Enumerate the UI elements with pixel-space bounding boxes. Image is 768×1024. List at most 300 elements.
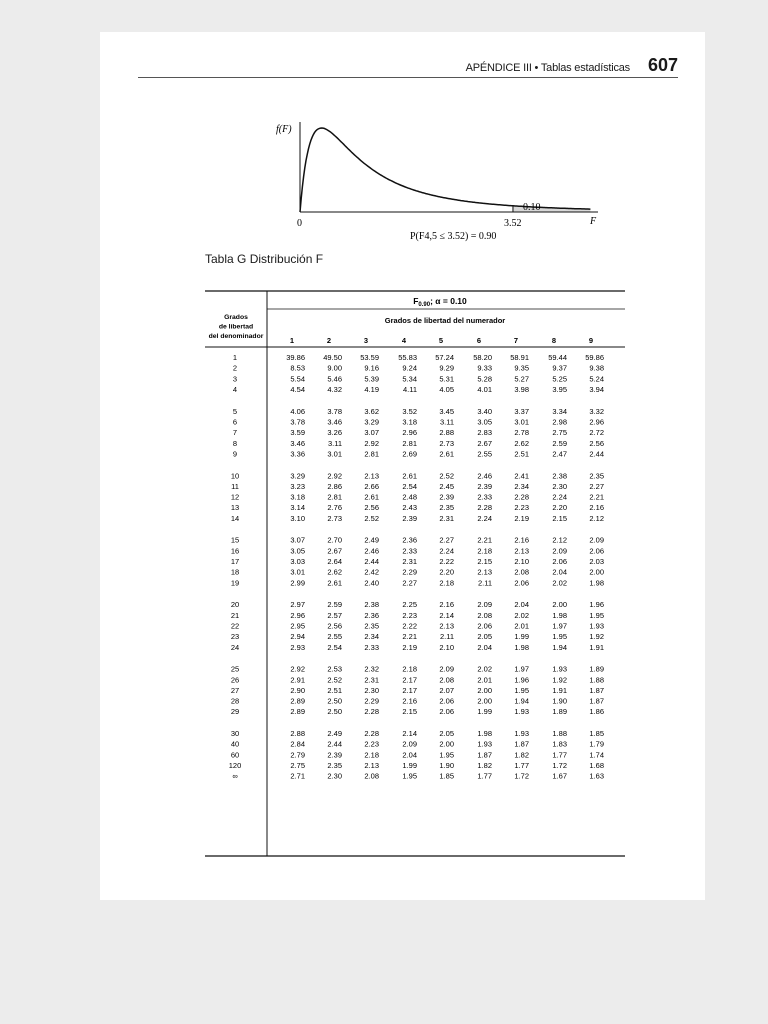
column-header: 5: [438, 336, 444, 345]
table-cell: 2.55: [477, 449, 492, 459]
row-label: 2: [232, 363, 238, 373]
table-cell: 1.92: [589, 632, 604, 642]
table-cell: 2.12: [589, 513, 604, 523]
table-cell: 2.49: [327, 729, 342, 739]
y-axis-label: f(F): [276, 124, 292, 135]
table-cell: 1.72: [514, 771, 529, 781]
numerator-header: Grados de libertad del numerador: [384, 316, 506, 325]
table-cell: 2.02: [552, 578, 567, 588]
table-cell: 2.09: [589, 535, 604, 545]
table-cell: 2.04: [402, 750, 417, 760]
table-cell: 5.31: [439, 374, 454, 384]
table-cell: 1.91: [589, 642, 604, 652]
table-cell: 2.50: [327, 696, 342, 706]
table-cell: 1.96: [589, 600, 604, 610]
table-cell: 1.82: [514, 750, 529, 760]
table-cell: 3.59: [290, 428, 305, 438]
table-cell: 3.23: [290, 481, 305, 491]
table-cell: 2.73: [327, 513, 342, 523]
column-header: 9: [588, 336, 594, 345]
table-cell: 2.91: [290, 675, 305, 685]
table-cell: 3.40: [477, 406, 492, 416]
table-cell: 2.39: [477, 481, 492, 491]
table-cell: 2.07: [439, 685, 454, 695]
table-cell: 1.93: [514, 707, 529, 717]
table-cell: 3.07: [364, 428, 379, 438]
row-label: 28: [230, 696, 240, 706]
table-cell: 1.94: [514, 696, 529, 706]
table-cell: 3.05: [290, 546, 305, 556]
table-cell: 3.46: [290, 438, 305, 448]
table-cell: 2.39: [402, 513, 417, 523]
table-cell: 2.28: [477, 503, 492, 513]
table-cell: 2.06: [439, 707, 454, 717]
table-cell: 4.54: [290, 384, 305, 394]
table-cell: 2.70: [327, 535, 342, 545]
table-header-top: $F_{0.90}$; α = 0.10: [413, 296, 467, 308]
table-cell: 2.43: [402, 503, 417, 513]
table-cell: 2.06: [514, 578, 529, 588]
table-cell: 2.33: [477, 492, 492, 502]
table-cell: 2.61: [402, 471, 417, 481]
table-cell: 1.89: [589, 664, 604, 674]
table-cell: 9.38: [589, 363, 604, 373]
table-cell: 2.24: [552, 492, 567, 502]
table-cell: 1.98: [477, 729, 492, 739]
table-cell: 2.39: [439, 492, 454, 502]
row-label: 40: [230, 739, 240, 749]
table-cell: 2.27: [439, 535, 454, 545]
f-distribution-figure: [268, 108, 608, 248]
table-cell: 4.05: [439, 384, 454, 394]
table-cell: 1.87: [477, 750, 492, 760]
table-cell: 1.99: [402, 761, 417, 770]
table-cell: 2.03: [589, 557, 604, 566]
table-cell: 2.29: [402, 567, 417, 577]
table-cell: 2.79: [290, 750, 305, 760]
table-cell: 3.78: [327, 406, 342, 416]
table-cell: 2.47: [552, 449, 567, 459]
table-cell: 2.34: [364, 632, 379, 642]
table-cell: 1.74: [589, 750, 604, 760]
table-cell: 2.14: [402, 729, 417, 739]
table-cell: 2.05: [439, 729, 454, 739]
origin-label: 0: [297, 218, 302, 229]
table-cell: 39.86: [286, 353, 305, 362]
table-cell: 3.94: [589, 384, 604, 394]
table-cell: 2.52: [364, 513, 379, 523]
row-label: 21: [230, 610, 240, 620]
table-cell: 1.98: [589, 578, 604, 588]
table-cell: 2.83: [477, 428, 492, 438]
table-cell: 2.09: [552, 546, 567, 556]
table-cell: 3.01: [327, 449, 342, 459]
page-number: 607: [647, 55, 678, 75]
table-cell: 2.94: [290, 632, 305, 642]
table-cell: 3.01: [514, 417, 529, 427]
table-cell: 2.53: [327, 664, 342, 674]
table-cell: 2.13: [364, 471, 379, 481]
table-cell: 2.08: [477, 610, 492, 620]
table-cell: 2.27: [402, 578, 417, 588]
table-cell: 5.54: [290, 374, 305, 384]
row-label: 24: [230, 642, 240, 652]
table-cell: 2.25: [402, 600, 417, 610]
table-cell: 3.03: [290, 557, 305, 566]
table-cell: 2.44: [364, 557, 379, 566]
table-cell: 5.24: [589, 374, 604, 384]
row-label: 25: [230, 664, 240, 674]
row-label: 16: [230, 546, 240, 556]
table-cell: 2.92: [290, 664, 305, 674]
table-cell: 1.90: [439, 761, 454, 770]
table-cell: 2.97: [290, 600, 305, 610]
table-cell: 49.50: [323, 353, 342, 362]
table-cell: 2.19: [402, 642, 417, 652]
x-axis-label: F: [590, 216, 597, 227]
table-cell: 2.01: [477, 675, 492, 685]
table-cell: 2.24: [477, 513, 492, 523]
table-cell: 1.72: [552, 761, 567, 770]
row-label: 60: [230, 750, 240, 760]
row-header-line: de libertad: [218, 323, 254, 331]
table-cell: 2.32: [364, 664, 379, 674]
table-cell: 5.34: [402, 374, 417, 384]
table-cell: 2.96: [589, 417, 604, 427]
table-cell: 3.32: [589, 406, 604, 416]
table-cell: 1.93: [589, 621, 604, 631]
table-cell: 2.61: [439, 449, 454, 459]
table-cell: 57.24: [435, 353, 454, 362]
table-cell: 2.71: [290, 771, 305, 781]
row-label: 5: [232, 406, 238, 416]
table-cell: 9.29: [439, 363, 454, 373]
table-cell: 1.99: [514, 632, 529, 642]
table-cell: 1.95: [589, 610, 604, 620]
table-cell: 2.44: [589, 449, 604, 459]
table-cell: 2.02: [514, 610, 529, 620]
table-cell: 1.77: [552, 750, 567, 760]
table-cell: 1.85: [439, 771, 454, 781]
table-cell: 2.13: [477, 567, 492, 577]
table-cell: 2.56: [327, 621, 342, 631]
table-cell: 2.46: [364, 546, 379, 556]
table-cell: 1.99: [477, 707, 492, 717]
table-cell: 2.00: [439, 739, 454, 749]
table-title: Tabla G Distribución F: [205, 252, 324, 266]
table-cell: 1.68: [589, 761, 604, 770]
table-cell: 2.08: [364, 771, 379, 781]
table-cell: 2.88: [290, 729, 305, 739]
table-cell: 2.89: [290, 707, 305, 717]
column-header: 6: [476, 336, 482, 345]
table-cell: 4.19: [364, 384, 379, 394]
table-cell: 2.16: [589, 503, 604, 513]
table-cell: 2.20: [552, 503, 567, 513]
row-label: 4: [232, 384, 238, 394]
table-cell: 3.07: [290, 535, 305, 545]
table-cell: 4.06: [290, 406, 305, 416]
table-cell: 59.86: [585, 353, 604, 362]
table-cell: 2.35: [327, 761, 342, 770]
table-cell: 3.18: [290, 492, 305, 502]
table-cell: 1.98: [552, 610, 567, 620]
table-cell: 2.33: [402, 546, 417, 556]
table-cell: 2.51: [327, 685, 342, 695]
f-distribution-plot: [268, 108, 608, 248]
table-cell: 55.83: [398, 353, 417, 362]
table-cell: 2.96: [402, 428, 417, 438]
table-cell: 2.52: [439, 471, 454, 481]
table-cell: 2.54: [402, 481, 417, 491]
table-cell: 2.75: [552, 428, 567, 438]
table-cell: 2.18: [439, 578, 454, 588]
table-cell: 2.46: [477, 471, 492, 481]
table-cell: 3.05: [477, 417, 492, 427]
table-cell: 53.59: [360, 353, 379, 362]
table-cell: 2.06: [477, 621, 492, 631]
table-cell: 58.91: [510, 353, 529, 362]
table-cell: 2.00: [477, 685, 492, 695]
table-cell: 1.77: [514, 761, 529, 770]
table-cell: 1.88: [552, 729, 567, 739]
table-cell: 2.42: [364, 567, 379, 577]
table-cell: 9.00: [327, 363, 342, 373]
table-cell: 1.97: [552, 621, 567, 631]
table-cell: 1.67: [552, 771, 567, 781]
table-cell: 3.01: [290, 567, 305, 577]
table-cell: 2.24: [439, 546, 454, 556]
table-cell: 2.34: [514, 481, 529, 491]
table-cell: 2.78: [514, 428, 529, 438]
table-cell: 2.23: [402, 610, 417, 620]
table-cell: 2.62: [327, 567, 342, 577]
row-label: 9: [232, 449, 238, 459]
table-cell: 2.21: [589, 492, 604, 502]
table-cell: 2.08: [514, 567, 529, 577]
table-cell: 2.36: [364, 610, 379, 620]
table-cell: 2.76: [327, 503, 342, 513]
table-cell: 2.59: [327, 600, 342, 610]
table-cell: 2.16: [514, 535, 529, 545]
row-label: 23: [230, 632, 240, 642]
table-cell: 3.18: [402, 417, 417, 427]
row-label: ∞: [232, 771, 238, 781]
table-cell: 2.09: [477, 600, 492, 610]
column-header: 7: [513, 336, 519, 345]
table-cell: 1.95: [439, 750, 454, 760]
table-cell: 2.08: [439, 675, 454, 685]
table-cell: 2.00: [552, 600, 567, 610]
row-label: 30: [230, 729, 240, 739]
table-cell: 2.93: [290, 642, 305, 652]
table-cell: 3.26: [327, 428, 342, 438]
table-cell: 2.45: [439, 481, 454, 491]
table-cell: 2.66: [364, 481, 379, 491]
table-cell: 2.29: [364, 696, 379, 706]
table-cell: 2.30: [552, 481, 567, 491]
table-cell: 2.22: [402, 621, 417, 631]
table-cell: 2.01: [514, 621, 529, 631]
table-cell: 1.93: [477, 739, 492, 749]
table-cell: 1.85: [589, 729, 604, 739]
table-cell: 2.04: [552, 567, 567, 577]
table-cell: 2.35: [439, 503, 454, 513]
table-cell: 2.00: [477, 696, 492, 706]
row-label: 3: [232, 374, 238, 384]
table-cell: 2.17: [402, 685, 417, 695]
table-cell: 2.56: [589, 438, 604, 448]
table-cell: 2.22: [439, 557, 454, 566]
table-cell: 1.88: [589, 675, 604, 685]
running-header: [138, 55, 678, 78]
row-label: 12: [230, 492, 240, 502]
table-cell: 1.87: [589, 685, 604, 695]
table-cell: 2.41: [514, 471, 529, 481]
row-label: 11: [231, 481, 239, 491]
table-cell: 3.45: [439, 406, 454, 416]
table-cell: 1.94: [552, 642, 567, 652]
table-cell: 2.11: [439, 632, 454, 642]
table-cell: 2.86: [327, 481, 342, 491]
row-label: 17: [230, 557, 240, 566]
table-cell: 2.92: [327, 471, 342, 481]
table-cell: 59.44: [548, 353, 567, 362]
table-cell: 1.92: [552, 675, 567, 685]
table-cell: 2.50: [327, 707, 342, 717]
table-cell: 1.83: [552, 739, 567, 749]
table-cell: 1.82: [477, 761, 492, 770]
table-cell: 2.75: [290, 761, 305, 770]
table-cell: 2.14: [439, 610, 454, 620]
table-cell: 2.18: [402, 664, 417, 674]
table-cell: 2.10: [439, 642, 454, 652]
table-cell: 2.38: [364, 600, 379, 610]
table-cell: 2.61: [364, 492, 379, 502]
row-label: 7: [232, 428, 238, 438]
row-label: 8: [232, 438, 238, 448]
table-cell: 1.93: [514, 729, 529, 739]
table-cell: 9.35: [514, 363, 529, 373]
table-cell: 2.95: [290, 621, 305, 631]
table-cell: 2.20: [439, 567, 454, 577]
table-cell: 2.15: [477, 557, 492, 566]
row-label: 10: [230, 471, 240, 481]
table-cell: 2.90: [290, 685, 305, 695]
row-label: 18: [230, 567, 240, 577]
table-cell: 9.24: [402, 363, 417, 373]
table-cell: 1.96: [514, 675, 529, 685]
table-cell: 2.15: [552, 513, 567, 523]
table-cell: 2.92: [364, 438, 379, 448]
critical-value-label: 3.52: [504, 218, 522, 229]
table-cell: 1.95: [402, 771, 417, 781]
table-cell: 4.11: [402, 384, 417, 394]
table-cell: 3.36: [290, 449, 305, 459]
table-cell: 3.95: [552, 384, 567, 394]
table-cell: 2.81: [402, 438, 417, 448]
row-label: 1: [232, 353, 238, 362]
table-cell: 2.21: [477, 535, 492, 545]
density-curve: [300, 128, 590, 212]
table-cell: 2.49: [364, 535, 379, 545]
table-cell: 2.67: [477, 438, 492, 448]
table-cell: 3.29: [290, 471, 305, 481]
table-cell: 1.95: [514, 685, 529, 695]
row-label: 27: [230, 685, 240, 695]
row-label: 14: [230, 513, 240, 523]
table-cell: 4.32: [327, 384, 342, 394]
row-header-line: del denominador: [208, 333, 264, 340]
table-cell: 2.27: [589, 481, 604, 491]
column-header: 8: [551, 336, 557, 345]
table-cell: 2.12: [552, 535, 567, 545]
column-header: 4: [401, 336, 407, 345]
row-label: 15: [230, 535, 240, 545]
table-cell: 1.77: [477, 771, 492, 781]
table-cell: 2.35: [364, 621, 379, 631]
row-label: 22: [230, 621, 240, 631]
table-cell: 2.73: [439, 438, 454, 448]
table-cell: 3.14: [290, 503, 305, 513]
table-cell: 2.36: [402, 535, 417, 545]
table-cell: 58.20: [473, 353, 492, 362]
row-label: 29: [230, 707, 240, 717]
table-cell: 2.31: [439, 513, 454, 523]
table-cell: 1.87: [589, 696, 604, 706]
table-cell: 2.57: [327, 610, 342, 620]
table-cell: 5.28: [477, 374, 492, 384]
row-label: 19: [230, 578, 240, 588]
table-cell: 8.53: [290, 363, 305, 373]
row-label: 6: [232, 417, 238, 427]
table-cell: 3.37: [514, 406, 529, 416]
f-distribution-table: [205, 290, 625, 857]
table-cell: 2.54: [327, 642, 342, 652]
table-cell: 9.33: [477, 363, 492, 373]
table-cell: 2.31: [364, 675, 379, 685]
figure-caption: P(F4,5 ≤ 3.52) = 0.90: [410, 231, 497, 242]
table-cell: 2.09: [402, 739, 417, 749]
table-cell: 1.95: [552, 632, 567, 642]
table-cell: 1.93: [552, 664, 567, 674]
table-cell: 1.63: [589, 771, 604, 781]
table-cell: 3.11: [327, 438, 342, 448]
table-cell: 2.23: [514, 503, 529, 513]
table-cell: 9.37: [552, 363, 567, 373]
table-cell: 2.23: [364, 739, 379, 749]
table-cell: 2.99: [290, 578, 305, 588]
table-cell: 2.10: [514, 557, 529, 566]
table-cell: 5.27: [514, 374, 529, 384]
table-cell: 2.69: [402, 449, 417, 459]
table-cell: 2.59: [552, 438, 567, 448]
table-cell: 2.44: [327, 739, 342, 749]
table-cell: 2.48: [402, 492, 417, 502]
table-cell: 3.34: [552, 406, 567, 416]
table-cell: 2.96: [290, 610, 305, 620]
table-cell: 2.39: [327, 750, 342, 760]
table-cell: 2.02: [477, 664, 492, 674]
table-cell: 2.18: [364, 750, 379, 760]
table-cell: 2.38: [552, 471, 567, 481]
row-label: 26: [230, 675, 240, 685]
table-cell: 3.52: [402, 406, 417, 416]
table-cell: 2.13: [364, 761, 379, 770]
table-cell: 2.72: [589, 428, 604, 438]
table-cell: 3.10: [290, 513, 305, 523]
table-cell: 2.62: [514, 438, 529, 448]
